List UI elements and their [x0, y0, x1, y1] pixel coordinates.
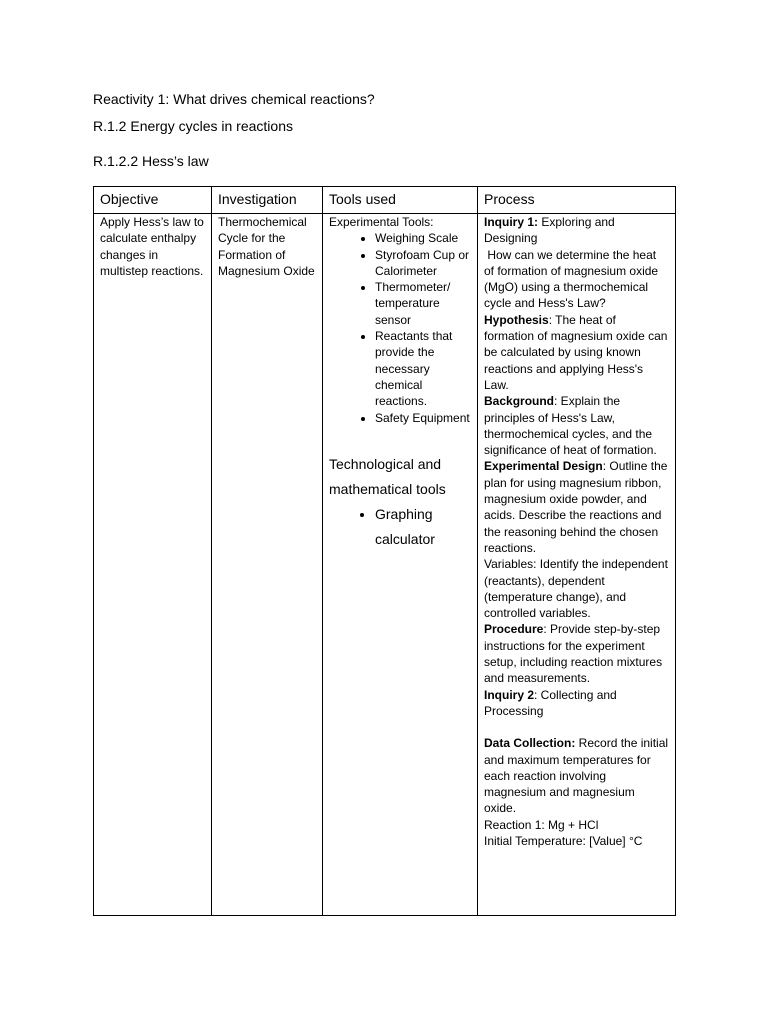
list-item: • Graphing calculator — [375, 502, 471, 552]
tools-cell — [323, 214, 478, 916]
objective-text: Apply Hess’s law to calculate enthalpy changes in multistep reactions. — [100, 215, 204, 278]
design-label: Experimental Design — [484, 459, 603, 474]
table-header-row — [94, 187, 676, 214]
list-item: • Thermometer/ temperature sensor — [375, 279, 471, 328]
procedure-text: : Provide step-by-step instructions for the experiment setup, including reaction mixtures and measurements. — [484, 622, 663, 686]
tech-tools-list — [329, 502, 471, 552]
objective-cell — [94, 214, 212, 916]
inquiry1-label: Inquiry 1: — [484, 215, 539, 229]
investigation-text: Thermochemical Cycle for the Formation of Magnesium Oxide — [218, 215, 315, 278]
list-item: • Styrofoam Cup or Calorimeter — [375, 247, 471, 280]
hypothesis-paragraph — [484, 312, 669, 393]
list-item: • Reactants that provide the necessary chemical reactions. — [375, 328, 471, 409]
list-item: • Weighing Scale — [375, 230, 471, 246]
design-text: : Outline the plan for using magnesium ribbon, magnesium oxide powder, and acids. Describe the reactions and the reasoning behind the chosen reactions. — [484, 459, 668, 555]
inquiry1-paragraph — [484, 214, 669, 247]
investigation-header: Investigation — [212, 187, 323, 214]
procedure-label: Procedure — [484, 622, 544, 637]
hypothesis-text: : The heat of formation of magnesium oxide can be calculated by using known reactions and applying Hess's Law. — [484, 312, 668, 392]
table-row — [94, 214, 676, 916]
investigation-cell — [212, 214, 323, 916]
design-paragraph — [484, 458, 669, 556]
data-collection-text: Record the initial and maximum temperatures for each reaction involving magnesium and magnesium oxide. — [484, 736, 669, 816]
inquiry2-text: : Collecting and Processing — [484, 687, 617, 718]
list-item: • Safety Equipment — [375, 410, 471, 426]
hypothesis-label: Hypothesis — [484, 312, 549, 327]
variables-paragraph: Variables: Identify the independent (reactants), dependent (temperature change), and controlled variables. — [484, 557, 668, 621]
objective-header: Objective — [94, 187, 212, 214]
background-paragraph — [484, 393, 669, 458]
experimental-tools-list — [329, 230, 471, 426]
unit-heading: Reactivity 1: What drives chemical reactions? — [93, 91, 375, 107]
inquiry2-label: Inquiry 2 — [484, 687, 535, 702]
tools-header: Tools used — [323, 187, 478, 214]
data-collection-label: Data Collection: — [484, 736, 576, 751]
research-question: How can we determine the heat of formation of magnesium oxide (MgO) using a thermochemical cycle and Hess's Law? — [484, 247, 662, 311]
procedure-paragraph — [484, 621, 669, 686]
subtopic-heading: R.1.2.2 Hess’s law — [93, 153, 209, 169]
reaction-1-line: Reaction 1: Mg + HCl — [484, 817, 599, 832]
data-collection-paragraph — [484, 735, 669, 816]
topic-heading: R.1.2 Energy cycles in reactions — [93, 118, 293, 134]
background-label: Background — [484, 394, 555, 409]
process-cell — [478, 214, 676, 916]
investigation-table — [93, 186, 676, 916]
initial-temperature-line: Initial Temperature: [Value] °C — [484, 833, 643, 848]
experimental-tools-title: Experimental Tools: — [329, 215, 434, 229]
inquiry1-text: Exploring and Designing — [484, 215, 615, 246]
tech-tools-title: Technological and mathematical tools — [329, 455, 446, 497]
background-text: : Explain the principles of Hess's Law, thermochemical cycles, and the significance of heat of formation. — [484, 394, 657, 458]
inquiry2-paragraph — [484, 687, 669, 720]
process-header: Process — [478, 187, 676, 214]
spacer — [484, 719, 669, 735]
